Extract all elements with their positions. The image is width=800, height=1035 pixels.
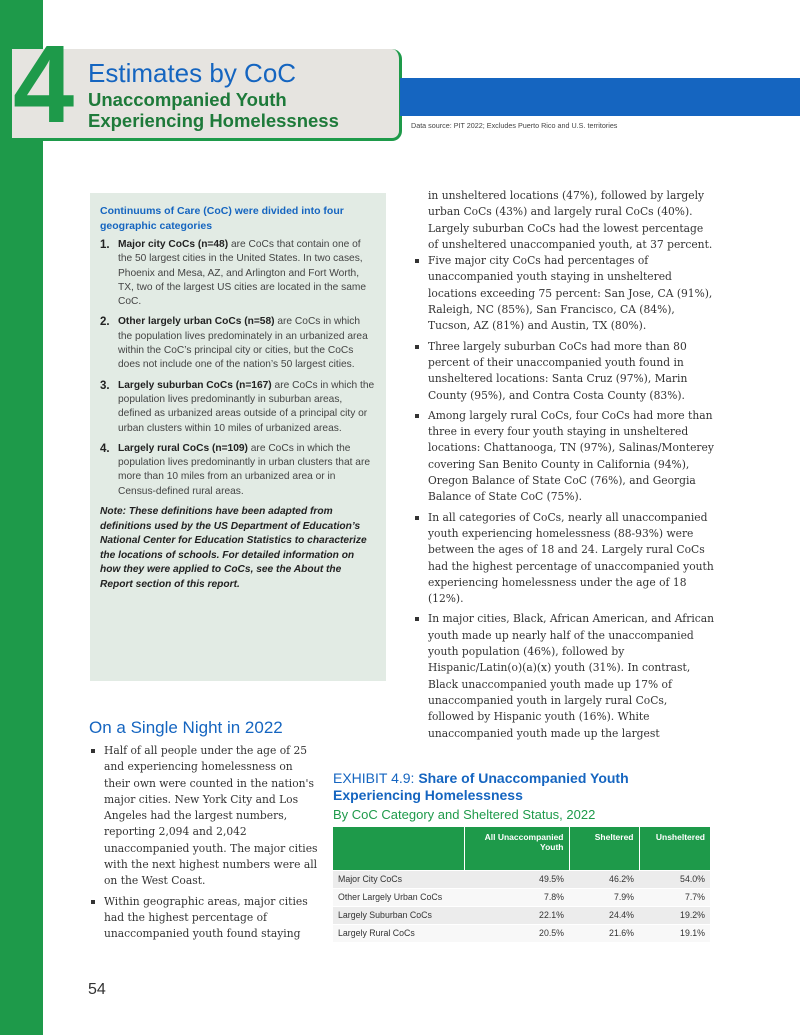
exhibit-subtitle: By CoC Category and Sheltered Status, 2022 (333, 807, 596, 822)
definition-term: Other largely urban CoCs (n=58) (118, 316, 275, 328)
definitions-note: Note: These definitions have been adapted from definitions used by the US Department of Education’s National Center for Education Statistics to characterize the locations of schools. For detailed information on how they were applied to CoCs, see the About the Report section of this report. (100, 506, 367, 590)
definition-text-wrap (118, 315, 376, 372)
table-cell: 19.2% (639, 906, 710, 924)
definition-term: Major city CoCs (n=48) (118, 239, 229, 250)
table-header-cell: Unsheltered (639, 827, 710, 870)
definitions-list (100, 238, 376, 499)
table-header-cell: Sheltered (569, 827, 639, 870)
table-cell: 19.1% (639, 924, 710, 942)
table-cell: 24.4% (569, 906, 639, 924)
definition-item (100, 315, 376, 372)
table-header-cell: All Unaccompanied Youth (464, 827, 569, 870)
definitions-heading: Continuums of Care (CoC) were divided into four geographic categories (100, 205, 344, 232)
table-row (333, 924, 710, 942)
definition-text: are CoCs that contain one of the 50 largest cities in the United States. In two cases, Phoenix and Mesa, AZ, and Arlington and Fort Worth, TX, two of the largest US cities are located in the same CoC. (118, 239, 367, 308)
header-blue-band (400, 78, 800, 116)
left-green-bar (0, 0, 43, 1035)
definition-text-wrap (118, 238, 376, 309)
table-cell: Largely Rural CoCs (333, 924, 464, 942)
bullet-item: In major cities, Black, African American, and African youth made up nearly half of the unaccompanied youth population (46%), followed by Hispanic/Latin(o)(a)(x) youth (31%). In contrast, Black unaccompanied youth made up 17% of unaccompanied youth in largely rural CoCs, followed by Hispanic youth (16%). White unaccompanied youth made up the largest (413, 611, 715, 741)
definition-text-wrap (118, 442, 376, 499)
table-cell: Largely Suburban CoCs (333, 906, 464, 924)
bullet-item: Half of all people under the age of 25 and experiencing homelessness on their own were counted in the nation's major cities. New York City and Los Angeles had the largest numbers, reporting 2,094 and 2,042 unaccompanied youth. The major cities with the next highest numbers were all on the West Coast. (89, 743, 319, 890)
table-header-cell (333, 827, 464, 870)
table-cell: 49.5% (464, 870, 569, 888)
table-cell: 7.7% (639, 888, 710, 906)
single-night-heading: On a Single Night in 2022 (89, 718, 283, 737)
exhibit-label: EXHIBIT 4.9: (333, 770, 419, 786)
definition-term: Largely suburban CoCs (n=167) (118, 379, 272, 391)
definition-item (100, 238, 376, 309)
table-cell: 21.6% (569, 924, 639, 942)
continuation-paragraph: in unsheltered locations (47%), followed by largely urban CoCs (43%) and largely rural CoCs (40%). Largely suburban CoCs had the lowest percentage of unsheltered unaccompanied youth, at 37 percent. (428, 189, 713, 251)
data-source-note: Data source: PIT 2022; Excludes Puerto Rico and U.S. territories (411, 121, 618, 130)
right-column-text (413, 188, 715, 746)
definition-term: Largely rural CoCs (n=109) (118, 442, 248, 454)
definition-item (100, 379, 376, 436)
single-night-bullets (89, 743, 319, 943)
table-cell: 7.9% (569, 888, 639, 906)
chapter-number: 4 (13, 23, 71, 146)
table-row (333, 906, 710, 924)
bullet-item: Within geographic areas, major cities had the highest percentage of unaccompanied youth found staying (89, 894, 319, 943)
exhibit-heading (333, 770, 713, 823)
table-row (333, 888, 710, 906)
bullet-item: In all categories of CoCs, nearly all unaccompanied youth experiencing homelessness (88-93%) were between the ages of 18 and 24. Largely rural CoCs had the highest percentage of unaccompanied youth experiencing homelessness under the age of 18 (12%). (413, 510, 715, 608)
definition-number: 3. (100, 379, 110, 392)
table-row (333, 870, 710, 888)
definition-number: 1. (100, 239, 110, 251)
chapter-title: Estimates by CoC (88, 58, 297, 88)
exhibit-title-line1 (333, 770, 713, 787)
table-cell: Major City CoCs (333, 870, 464, 888)
table-cell: Other Largely Urban CoCs (333, 888, 464, 906)
definition-text-wrap (118, 379, 376, 436)
table-cell: 22.1% (464, 906, 569, 924)
bullet-item: Five major city CoCs had percentages of unaccompanied youth staying in unsheltered locations exceeding 75 percent: San Jose, CA (91%), Raleigh, NC (85%), San Francisco, CA (84%), Tucson, AZ (81%) and Austin, TX (80%). (413, 253, 715, 334)
chapter-subtitle-line1: Unaccompanied Youth (88, 89, 287, 110)
bullet-item: Three largely suburban CoCs had more than 80 percent of their unaccompanied youth found in unsheltered locations: Santa Cruz (97%), Marin County (95%), and Contra Costa County (83%). (413, 339, 715, 404)
single-night-section (89, 718, 319, 947)
table-header-row (333, 827, 710, 870)
definitions-box (90, 193, 386, 681)
definition-number: 2. (100, 316, 110, 329)
exhibit-table (333, 827, 710, 942)
exhibit-title: Share of Unaccompanied Youth (418, 770, 629, 786)
definition-text: are CoCs in which the population lives predominantly in urban clusters that are more than 10 miles from an urbanized area or in Census-defined rural areas. (118, 442, 371, 497)
table-cell: 46.2% (569, 870, 639, 888)
right-bullet-list (413, 253, 715, 742)
table-cell: 54.0% (639, 870, 710, 888)
chapter-subtitle (88, 89, 339, 131)
definition-text: are CoCs in which the population lives predominantly in suburban areas, defined as urbanized areas outside of a principal city or urban clusters within 10 miles of urbanized areas. (118, 379, 375, 434)
page-number: 54 (88, 981, 106, 998)
exhibit-title-line2: Experiencing Homelessness (333, 787, 523, 803)
definition-number: 4. (100, 442, 110, 455)
table-cell: 7.8% (464, 888, 569, 906)
definition-item (100, 442, 376, 499)
bullet-item: Among largely rural CoCs, four CoCs had more than three in every four youth staying in unsheltered locations: Chattanooga, TN (97%), Salinas/Monterey covering San Benito County in California (94%), Oregon Balance of State CoC (76%), and Georgia Balance of State CoC (75%). (413, 408, 715, 506)
definition-text: are CoCs in which the population lives predominately in an urbanized area within the CoC’s principal city or cities, but the CoCs does not include one of the nation’s 50 largest cities. (118, 316, 368, 371)
chapter-subtitle-line2: Experiencing Homelessness (88, 110, 339, 131)
table-cell: 20.5% (464, 924, 569, 942)
